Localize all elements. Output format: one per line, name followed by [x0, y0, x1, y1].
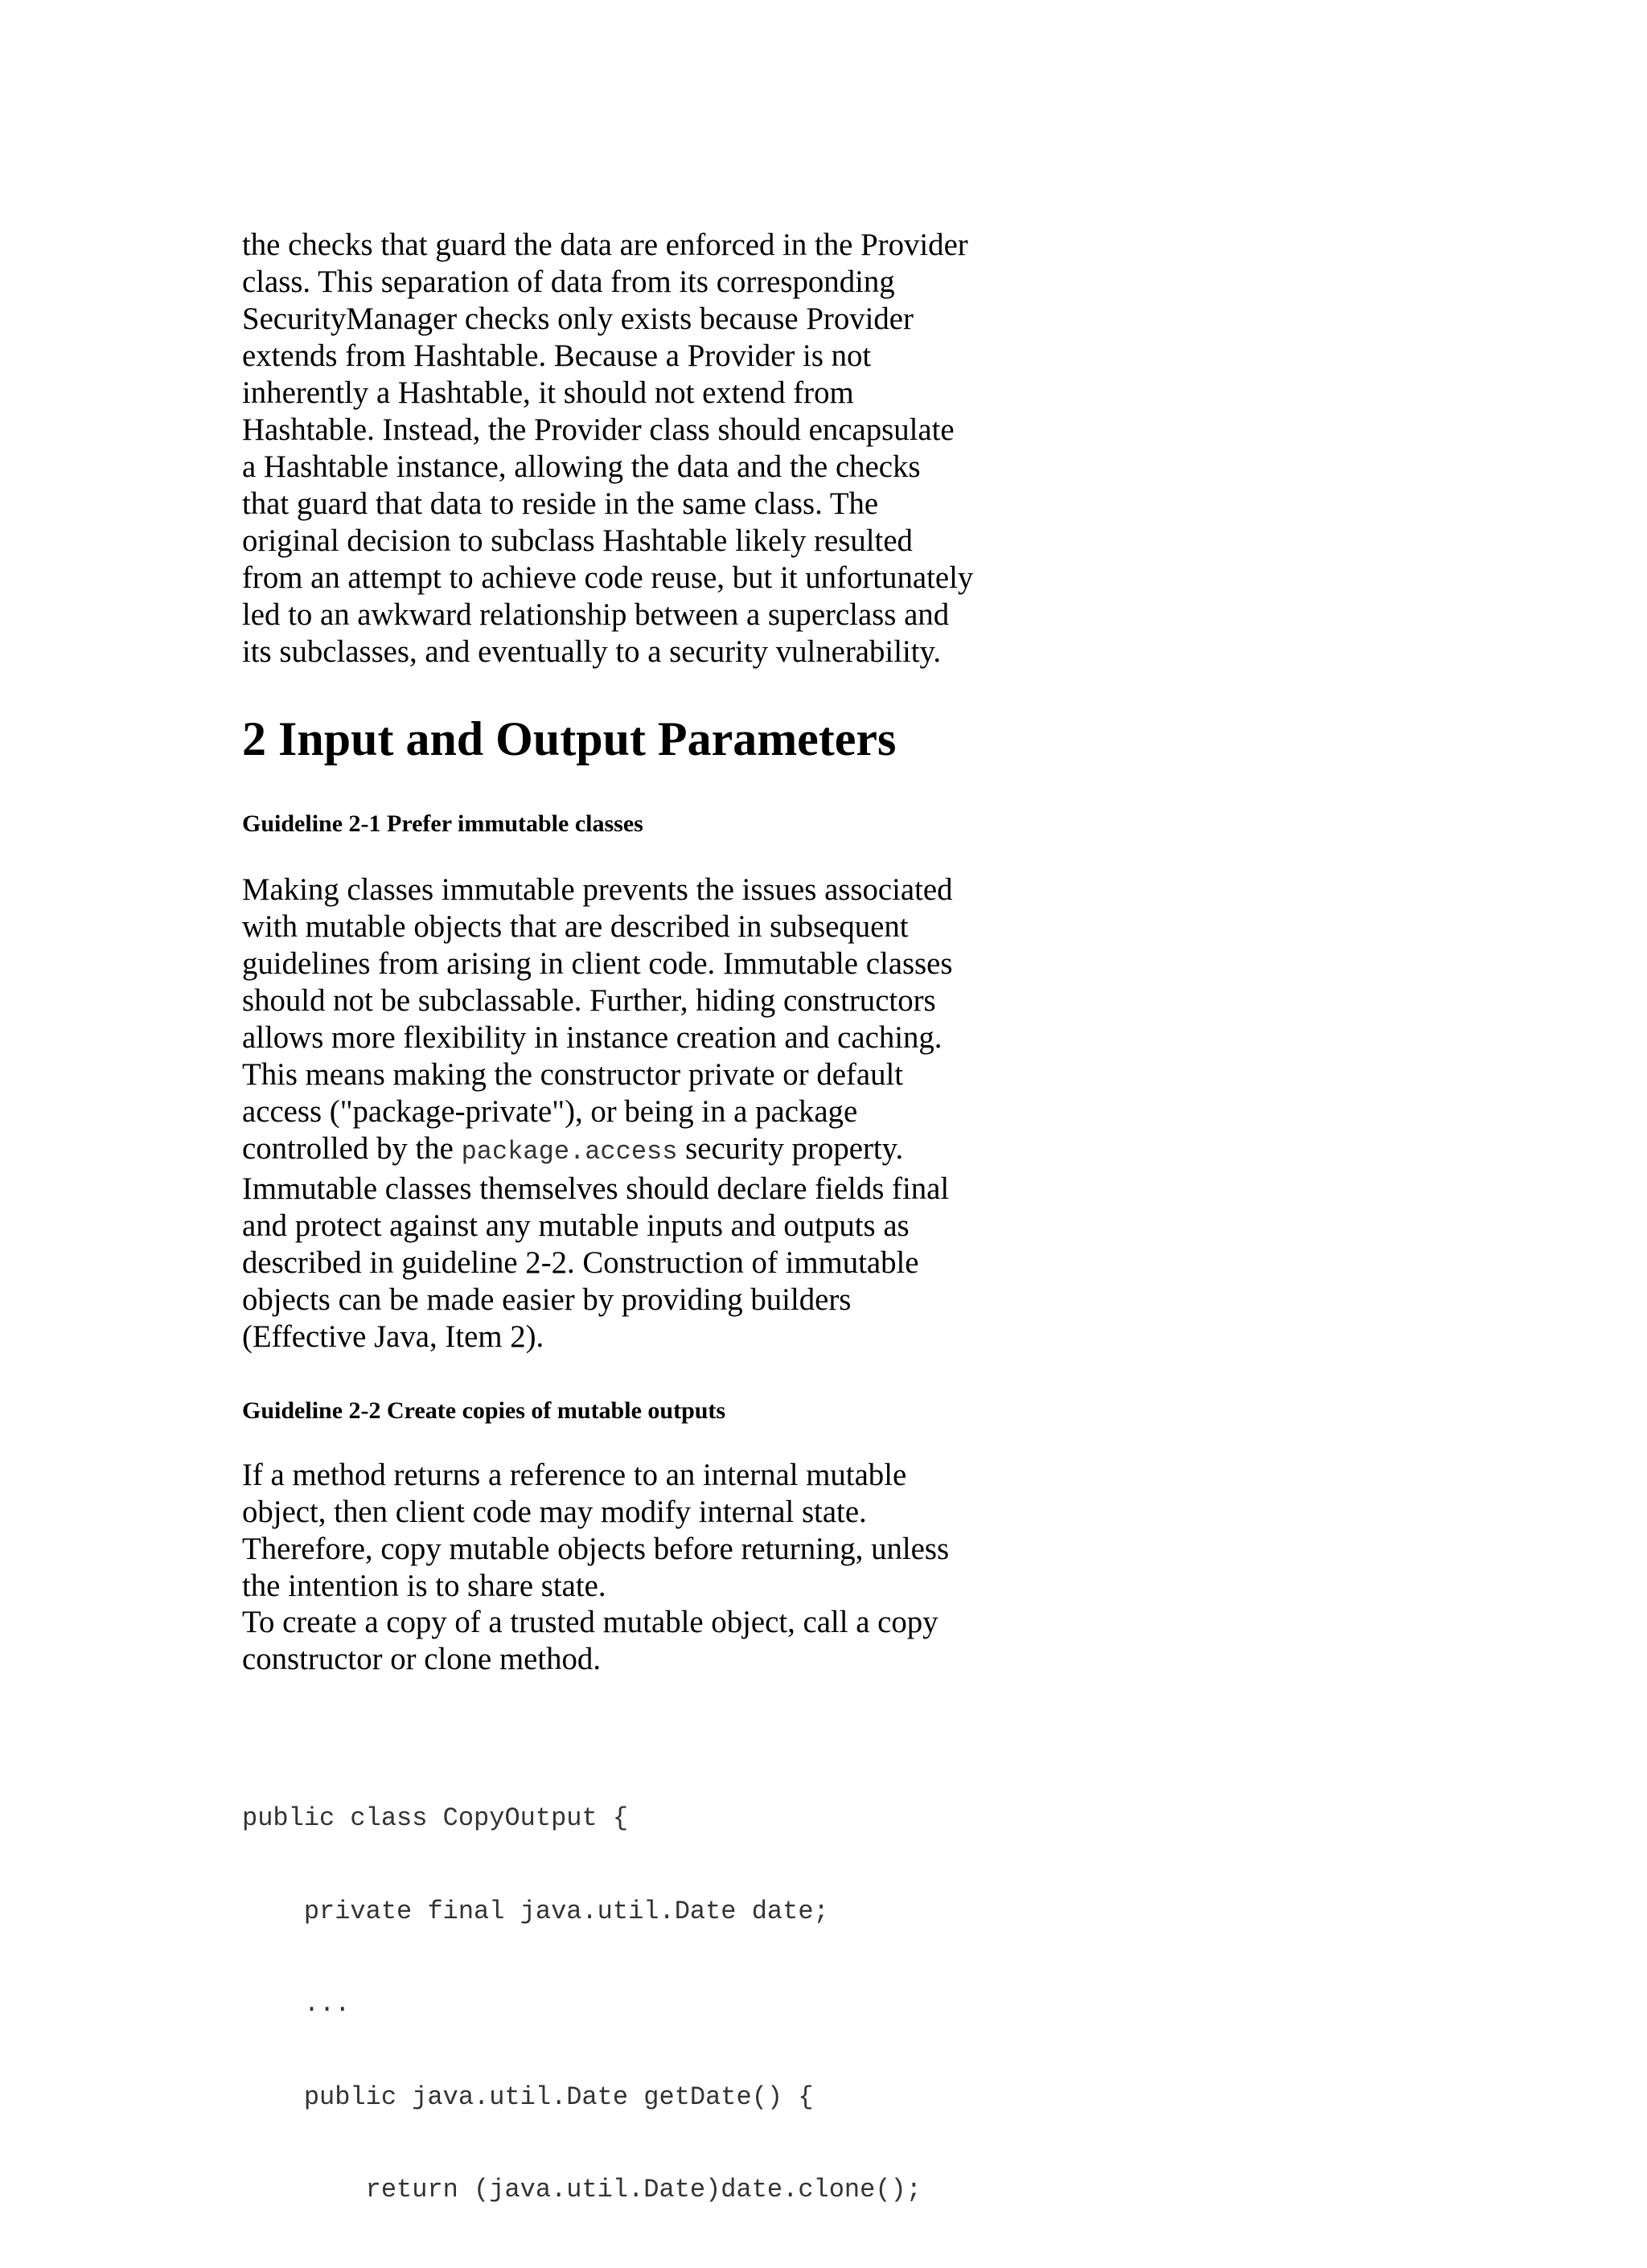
guideline-2-2-paragraph-2: [242, 1604, 939, 1678]
text-line: its subclasses, and eventually to a security vulnerability.: [242, 634, 942, 669]
code-block: [242, 1741, 922, 2268]
text-line: original decision to subclass Hashtable likely resulted: [242, 523, 913, 558]
text-line: with mutable objects that are described in subsequent: [242, 909, 909, 944]
text-line: the intention is to share state.: [242, 1569, 606, 1603]
code-line: public java.util.Date getDate() {: [242, 2081, 814, 2112]
text-line: described in guideline 2-2. Construction of immutable: [242, 1245, 919, 1280]
text-line: If a method returns a reference to an internal mutable: [242, 1458, 907, 1492]
text-line: from an attempt to achieve code reuse, but it unfortunately: [242, 560, 974, 595]
guideline-2-1-paragraph: [242, 872, 953, 1355]
text-line: Therefore, copy mutable objects before returning, unless: [242, 1532, 950, 1566]
code-line: return (java.util.Date)date.clone();: [242, 2175, 922, 2204]
guideline-2-1-title: Guideline 2-1 Prefer immutable classes: [242, 810, 643, 837]
code-line: ...: [242, 1989, 351, 2019]
text-line: inherently a Hashtable, it should not extend from: [242, 375, 854, 410]
text-line: should not be subclassable. Further, hiding constructors: [242, 983, 936, 1018]
text-line: allows more flexibility in instance creation and caching.: [242, 1020, 943, 1055]
code-line: private final java.util.Date date;: [242, 1896, 829, 1926]
text-line: (Effective Java, Item 2).: [242, 1319, 544, 1354]
text-line: class. This separation of data from its corresponding: [242, 265, 895, 299]
text-line: a Hashtable instance, allowing the data and the checks: [242, 449, 921, 484]
text-line: object, then client code may modify internal state.: [242, 1495, 867, 1529]
text-line: Making classes immutable prevents the issues associated: [242, 872, 953, 907]
text-line: access ("package-private"), or being in a package: [242, 1094, 858, 1129]
intro-paragraph: [242, 227, 973, 671]
code-line: public class CopyOutput {: [242, 1803, 629, 1833]
text-line: Hashtable. Instead, the Provider class should encapsulate: [242, 412, 955, 447]
text-fragment: security property.: [677, 1131, 904, 1166]
text-line: extends from Hashtable. Because a Provider is not: [242, 338, 872, 373]
text-line: Immutable classes themselves should declare fields final: [242, 1171, 950, 1206]
guideline-2-2-paragraph-1: [242, 1457, 949, 1605]
text-line: that guard that data to reside in the same class. The: [242, 486, 879, 521]
text-line: SecurityManager checks only exists because Provider: [242, 301, 914, 336]
text-line: guidelines from arising in client code. Immutable classes: [242, 946, 953, 981]
text-line: To create a copy of a trusted mutable object, call a copy: [242, 1605, 939, 1639]
text-line: This means making the constructor private or default: [242, 1057, 904, 1092]
text-line: the checks that guard the data are enforced in the Provider: [242, 228, 968, 262]
text-line: and protect against any mutable inputs and outputs as: [242, 1208, 910, 1243]
text-line: constructor or clone method.: [242, 1642, 602, 1676]
inline-code: package.access: [461, 1137, 678, 1167]
section-heading: 2 Input and Output Parameters: [242, 712, 897, 765]
text-line: led to an awkward relationship between a superclass and: [242, 597, 950, 632]
text-line-with-code: [242, 1130, 953, 1171]
guideline-2-2-title: Guideline 2-2 Create copies of mutable outputs: [242, 1397, 726, 1424]
text-fragment: controlled by the: [242, 1131, 462, 1166]
text-line: objects can be made easier by providing builders: [242, 1282, 852, 1317]
